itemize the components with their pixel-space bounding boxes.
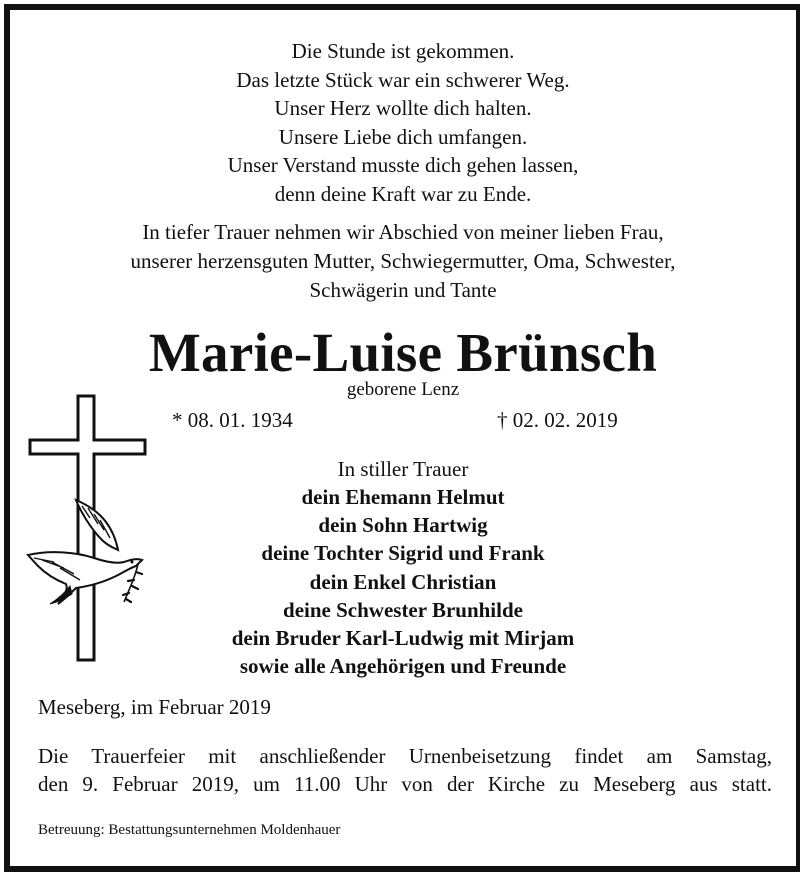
mourner-entry: dein Enkel Christian (309, 569, 497, 594)
obituary-frame (4, 4, 800, 872)
birth-date: * 08. 01. 1934 (172, 408, 293, 432)
poem-line: Unser Herz wollte dich halten. (274, 96, 532, 120)
mourner-entry: deine Schwester Brunhilde (283, 597, 523, 622)
mourner-entry: dein Sohn Hartwig (318, 513, 488, 538)
intro-line: Schwägerin und Tante (309, 278, 497, 302)
mourner-entry: sowie alle Angehörigen und Freunde (239, 654, 567, 679)
ceremony-notice (38, 742, 772, 798)
place-and-date: Meseberg, im Februar 2019 (38, 695, 271, 719)
mourners-lead: In stiller Trauer (337, 457, 469, 481)
mourners-block (130, 455, 676, 680)
poem-line: Unsere Liebe dich umfangen. (278, 124, 528, 149)
poem (10, 37, 796, 208)
announcement-intro (10, 218, 796, 305)
poem-line: Die Stunde ist gekommen. (291, 39, 515, 63)
intro-line: In tiefer Trauer nehmen wir Abschied von meiner lieben Frau, (142, 220, 664, 244)
intro-line: unserer herzensguten Mutter, Schwiegermutter, Oma, Schwester, (130, 249, 676, 273)
mourner-entry: dein Bruder Karl-Ludwig mit Mirjam (231, 626, 575, 651)
mourner-entry: deine Tochter Sigrid und Frank (261, 541, 545, 566)
ceremony-line: Die Trauerfeier mit anschließender Urnenbeisetzung findet am Samstag, (38, 744, 772, 768)
poem-line: Unser Verstand musste dich gehen lassen, (227, 153, 579, 177)
ceremony-line: den 9. Februar 2019, um 11.00 Uhr von der Kirche zu Meseberg aus statt. (38, 772, 772, 796)
poem-line: Das letzte Stück war ein schwerer Weg. (236, 67, 570, 92)
funeral-home-credit: Betreuung: Bestattungsunternehmen Moldenhauer (38, 822, 341, 838)
death-date: † 02. 02. 2019 (497, 408, 618, 432)
poem-line: denn deine Kraft war zu Ende. (274, 181, 532, 206)
cross-icon (30, 396, 145, 660)
maiden-name: geborene Lenz (346, 379, 460, 400)
deceased-name: Marie-Luise Brünsch (148, 322, 658, 383)
mourner-entry: dein Ehemann Helmut (301, 485, 505, 509)
